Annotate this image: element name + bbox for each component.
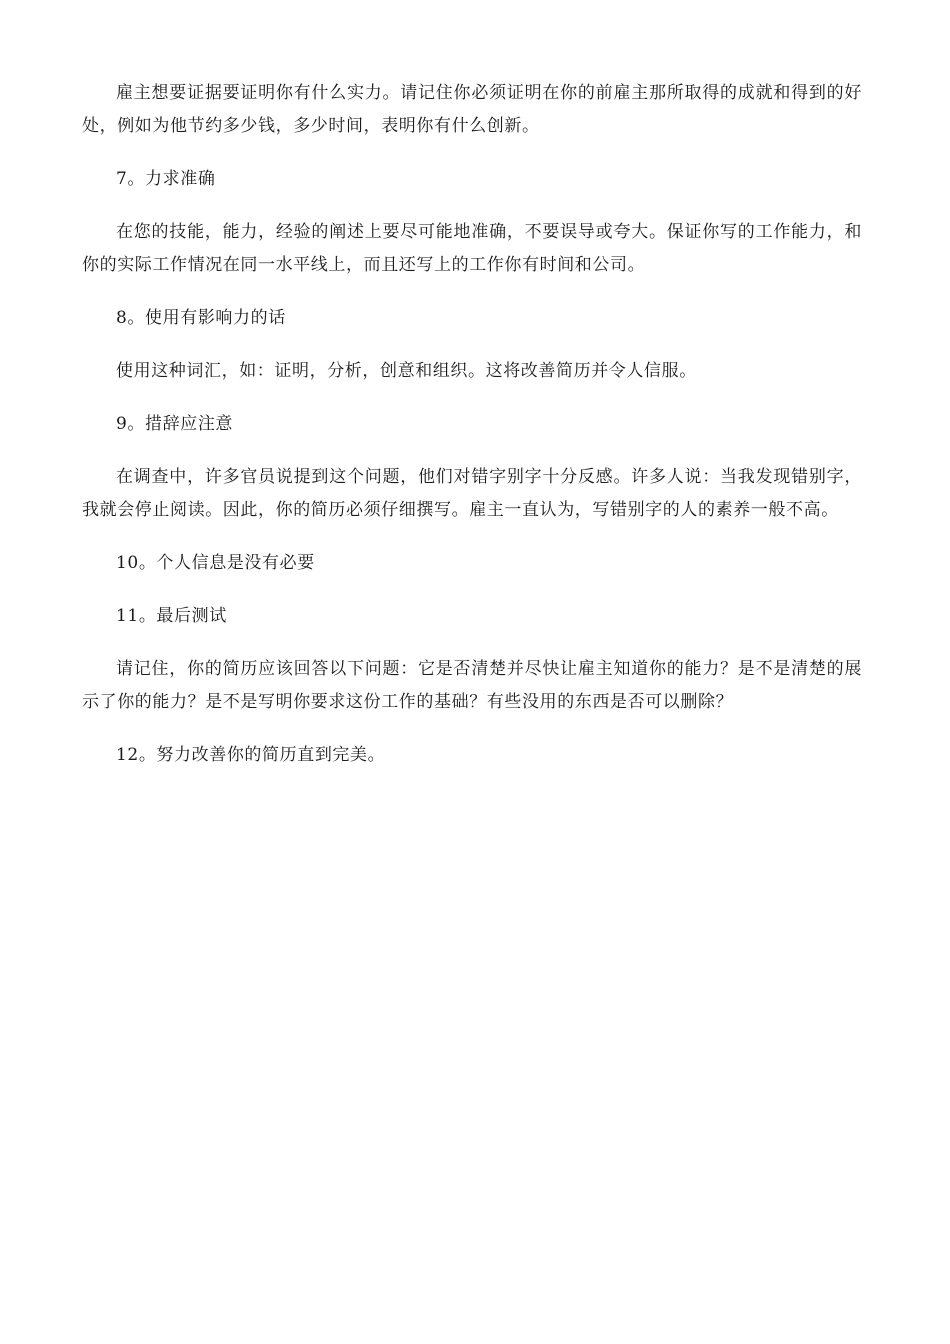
heading-final-test: 11。最后测试 (116, 606, 227, 626)
paragraph-final-test: 请记住，你的简历应该回答以下问题：它是否清楚并尽快让雇主知道你的能力？是不是清楚的展示了你的能力？是不是写明你要求这份工作的基础？有些没用的东西是否可以删除？ (82, 659, 862, 712)
heading-influential-words: 8。使用有影响力的话 (116, 308, 286, 328)
paragraph-evidence: 雇主想要证据要证明你有什么实力。请记住你必须证明在你的前雇主那所取得的成就和得到的好处，例如为他节约多少钱，多少时间，表明你有什么创新。 (82, 83, 862, 136)
document-body (82, 77, 862, 792)
heading-wording: 9。措辞应注意 (116, 414, 234, 434)
paragraph-accuracy: 在您的技能，能力，经验的阐述上要尽可能地准确，不要误导或夸大。保证你写的工作能力，和你的实际工作情况在同一水平线上，而且还写上的工作你有时间和公司。 (82, 222, 862, 275)
heading-improve: 12。努力改善你的简历直到完美。 (116, 745, 386, 765)
paragraph-wording: 在调查中，许多官员说提到这个问题，他们对错字别字十分反感。许多人说：当我发现错别字，我就会停止阅读。因此，你的简历必须仔细撰写。雇主一直认为，写错别字的人的素养一般不高。 (82, 467, 862, 520)
heading-accuracy: 7。力求准确 (116, 169, 216, 189)
heading-personal-info: 10。个人信息是没有必要 (116, 553, 315, 573)
paragraph-influential-words: 使用这种词汇，如：证明，分析，创意和组织。这将改善简历并令人信服。 (116, 361, 697, 381)
